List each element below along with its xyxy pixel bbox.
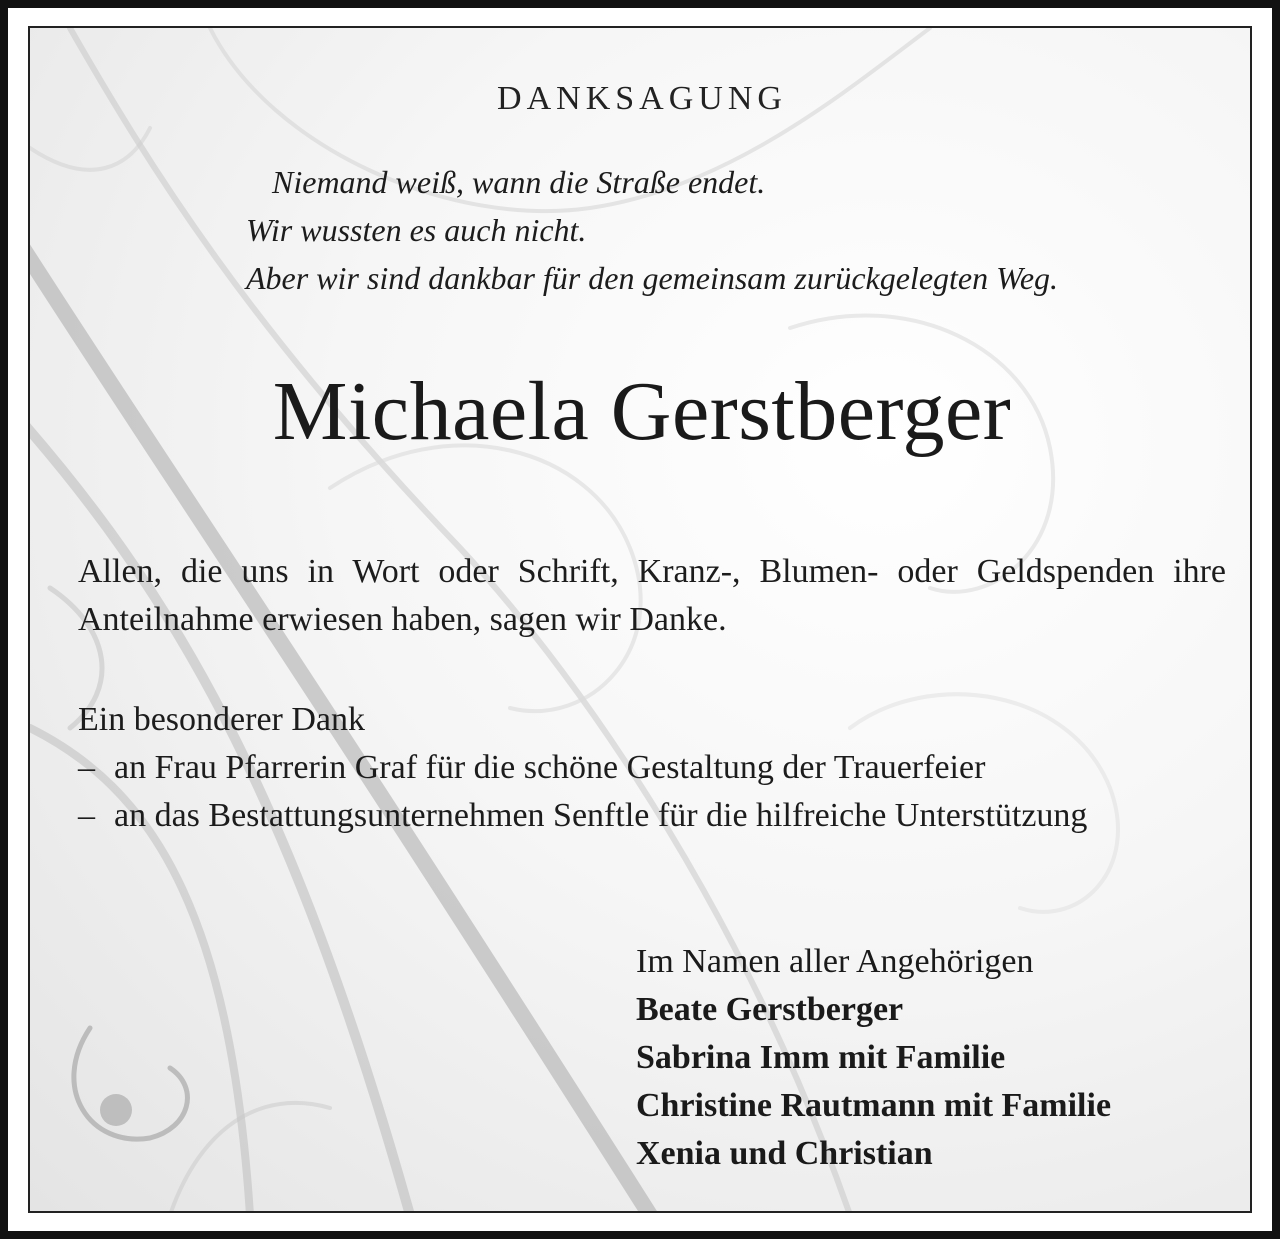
mourner-name: Beate Gerstberger [636,991,904,1028]
poem-line: Niemand weiß, wann die Straße endet. [272,164,766,200]
special-thanks-item [78,744,1228,792]
poem-verse [246,158,1232,302]
special-thanks [78,696,1228,840]
special-thanks-text: an das Bestattungsunternehmen Senftle für die hilfreiche Unterstützung [114,797,1088,834]
poem-line: Aber wir sind dankbar für den gemeinsam zurückgelegten Weg. [246,260,1059,296]
mourner-name: Sabrina Imm mit Familie [636,1039,1006,1076]
dash-bullet: – [78,797,95,834]
special-thanks-intro: Ein besonderer Dank [78,701,366,738]
dash-bullet: – [78,749,95,786]
notice-heading: DANKSAGUNG [497,80,787,117]
signature-intro: Im Namen aller Angehörigen [636,943,1034,980]
special-thanks-text: an Frau Pfarrerin Graf für die schöne Gestaltung der Trauerfeier [114,749,986,786]
poem-line: Wir wussten es auch nicht. [246,212,587,248]
mourner-name: Xenia und Christian [636,1135,933,1172]
special-thanks-item [78,792,1228,840]
mourner-name: Christine Rautmann mit Familie [636,1087,1112,1124]
thanks-paragraph: Allen, die uns in Wort oder Schrift, Kranz-, Blumen- oder Geldspenden ihre Anteilnahme erwiesen haben, sagen wir Danke. [78,553,1226,638]
notice-frame [8,8,1272,1231]
signature-block [636,938,1236,1178]
deceased-name: Michaela Gerstberger [272,365,1012,458]
notice-panel [28,26,1252,1213]
